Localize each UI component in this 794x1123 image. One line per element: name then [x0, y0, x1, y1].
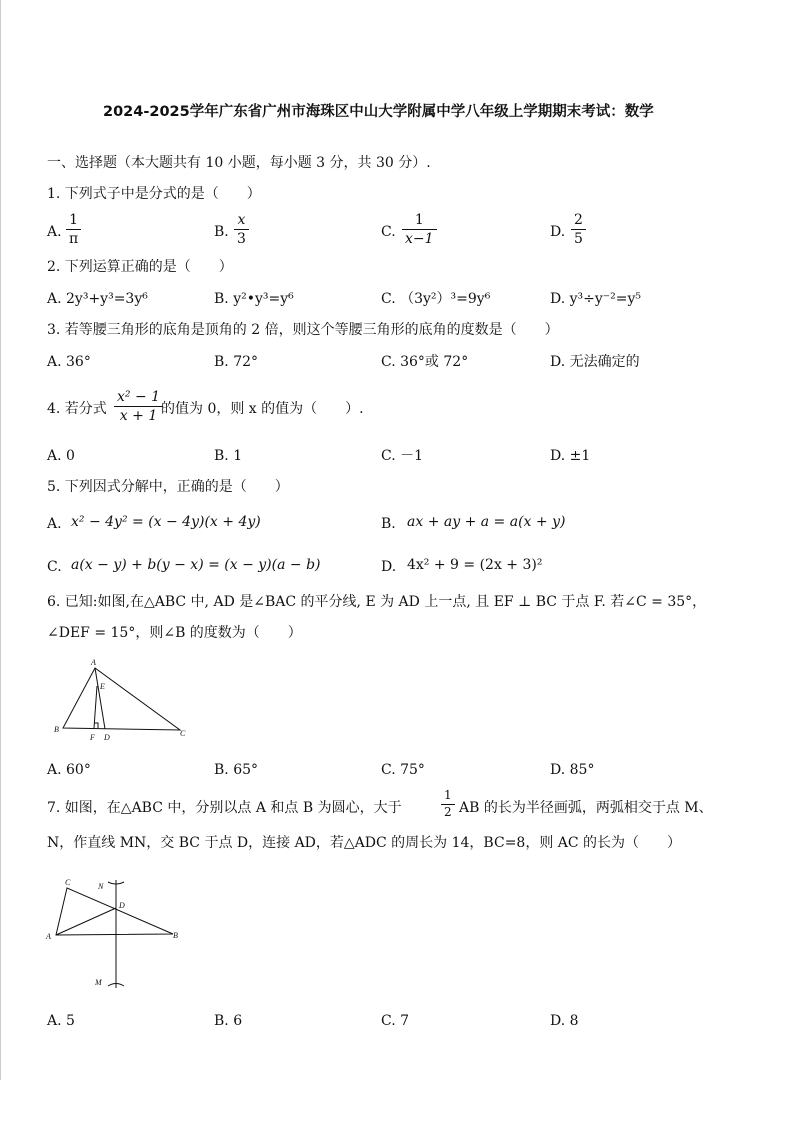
q1-option-b-fraction — [234, 212, 249, 247]
q7-label-n: N — [98, 882, 104, 891]
q1-d-numerator: 2 — [574, 212, 583, 228]
q1-c-denominator: x−1 — [405, 231, 434, 248]
q4-denominator: x + 1 — [119, 408, 158, 425]
q6-line1: 6. 已知:如图,在△ABC 中, AD 是∠BAC 的平分线, E 为 AD 上一点, 且 EF ⊥ BC 于点 F. 若∠C = 35°， — [47, 594, 707, 610]
q7-option-c: C. 7 — [381, 1013, 410, 1029]
q1-c-numerator: 1 — [414, 212, 424, 228]
q1-option-c-fraction — [402, 212, 437, 247]
q7-half-fraction — [441, 789, 455, 820]
q6-label-c: C — [180, 729, 186, 738]
q1-option-a-fraction — [66, 212, 81, 247]
q7-line1-pre: 7. 如图，在△ABC 中，分别以点 A 和点 B 为圆心，大于 — [47, 800, 402, 816]
page-edge-line — [0, 0, 1, 1080]
q7-label-d: D — [119, 901, 125, 910]
q7-label-m: M — [95, 978, 102, 987]
section-heading: 一、选择题（本大题共有 10 小题，每小题 3 分，共 30 分）. — [47, 155, 431, 171]
q4-fraction — [114, 389, 163, 424]
q5-option-c-label: C. — [47, 559, 62, 575]
q1-option-a-label: A. — [47, 224, 62, 240]
q6-label-e: E — [100, 682, 105, 691]
q7-line2: N，作直线 MN，交 BC 于点 D，连接 AD，若△ADC 的周长为 14，BC=8，则 AC 的长为（ ） — [47, 835, 682, 851]
q5-option-c: a(x − y) + b(y − x) = (x − y)(a − b) — [71, 557, 321, 573]
q2-option-d: D. y³÷y⁻²=y⁵ — [550, 291, 642, 307]
q6-option-a: A. 60° — [47, 762, 91, 778]
q5-option-a: x² − 4y² = (x − 4y)(x + 4y) — [71, 514, 261, 530]
q4-numerator: x² − 1 — [117, 389, 161, 405]
q6-option-b: B. 65° — [214, 762, 259, 778]
q2-option-c: C. （3y²）³=9y⁶ — [381, 291, 491, 307]
q7-option-a: A. 5 — [47, 1013, 75, 1029]
q3-option-a: A. 36° — [47, 354, 91, 370]
page-title: 2024-2025学年广东省广州市海珠区中山大学附属中学八年级上学期期末考试：数学 — [103, 104, 654, 120]
q5-option-d: 4x² + 9 = (2x + 3)² — [407, 557, 543, 573]
q7-option-d: D. 8 — [550, 1013, 579, 1029]
q6-label-f: F — [90, 733, 95, 742]
q1-option-b-label: B. — [214, 224, 229, 240]
q5-stem: 5. 下列因式分解中，正确的是（ ） — [47, 479, 289, 495]
q6-label-b: B — [54, 725, 59, 734]
q3-option-c: C. 36°或 72° — [381, 354, 469, 370]
q4-option-b: B. 1 — [214, 448, 243, 464]
q7-half-numerator: 1 — [444, 788, 452, 802]
q2-stem: 2. 下列运算正确的是（ ） — [47, 259, 233, 275]
q7-label-b: B — [173, 931, 178, 940]
q6-triangle-figure — [50, 656, 195, 744]
q6-option-c: C. 75° — [381, 762, 425, 778]
q4-option-d: D. ±1 — [550, 448, 591, 464]
q7-construction-figure — [40, 872, 190, 994]
q4-suffix: 的值为 0，则 x 的值为（ ）. — [161, 401, 364, 417]
q4-option-c: C. －1 — [381, 448, 424, 464]
q1-option-d-label: D. — [550, 224, 566, 240]
q1-d-denominator: 5 — [574, 231, 583, 248]
q4-prefix: 4. 若分式 — [47, 401, 107, 417]
q7-label-c: C — [65, 878, 71, 887]
q5-option-d-label: D. — [381, 559, 397, 575]
q6-option-d: D. 85° — [550, 762, 595, 778]
q1-option-d-fraction — [571, 212, 586, 247]
q5-option-b-label: B. — [381, 516, 396, 532]
q2-option-b: B. y²•y³=y⁶ — [214, 291, 294, 307]
q5-option-a-label: A. — [47, 516, 62, 532]
q7-half-denominator: 2 — [444, 804, 452, 819]
q1-a-numerator: 1 — [69, 212, 79, 228]
q7-label-a: A — [46, 932, 51, 941]
q7-option-b: B. 6 — [214, 1013, 243, 1029]
q5-option-b: ax + ay + a = a(x + y) — [407, 514, 566, 530]
q6-label-a: A — [91, 658, 96, 667]
q4-option-a: A. 0 — [47, 448, 75, 464]
q1-stem: 1. 下列式子中是分式的是（ ） — [47, 186, 261, 202]
q1-option-c-label: C. — [381, 224, 396, 240]
q3-option-b: B. 72° — [214, 354, 259, 370]
q7-line1-post: AB 的长为半径画弧，两弧相交于点 M、 — [459, 800, 713, 816]
q1-a-denominator: π — [69, 231, 79, 248]
q3-option-d: D. 无法确定的 — [550, 354, 640, 370]
q6-label-d: D — [104, 733, 110, 742]
q1-b-numerator: x — [237, 212, 246, 228]
q1-b-denominator: 3 — [237, 231, 246, 248]
q6-line2: ∠DEF = 15°，则∠B 的度数为（ ） — [47, 625, 302, 641]
q2-option-a: A. 2y³+y³=3y⁶ — [47, 291, 148, 307]
q3-stem: 3. 若等腰三角形的底角是顶角的 2 倍，则这个等腰三角形的底角的度数是（ ） — [47, 322, 559, 338]
